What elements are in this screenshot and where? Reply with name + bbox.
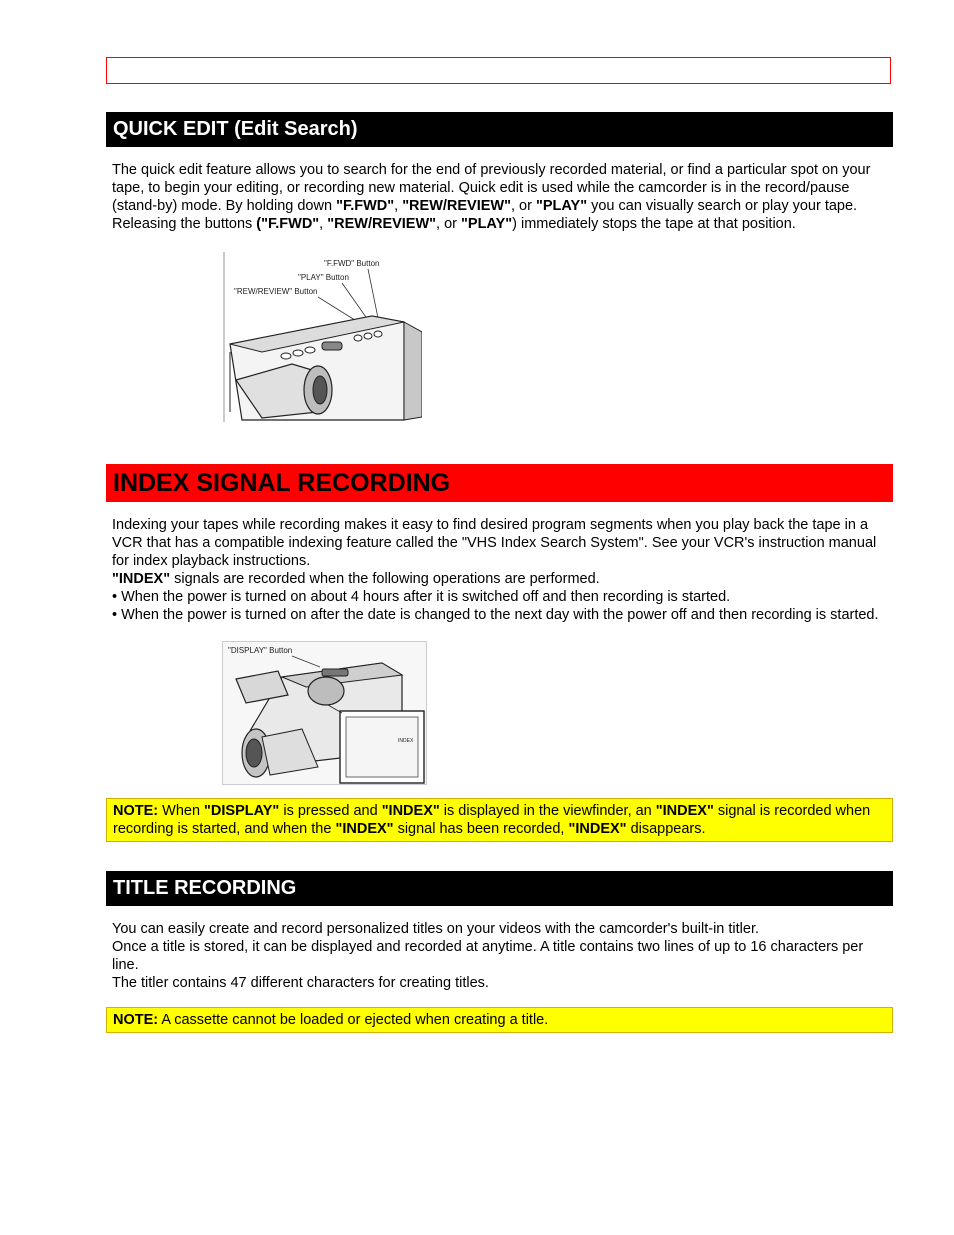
note-text: is pressed and (279, 803, 382, 819)
separator: , or (436, 216, 462, 232)
display-button-label: "DISPLAY" Button (228, 646, 293, 655)
viewfinder-index-text: INDEX (398, 738, 414, 744)
index-intro-text: Indexing your tapes while recording makes it easy to find desired program segments when you play back the tape in a VCR that has a compatible indexing feature called the "VHS Index Search System". See your VCR's instruction manual for index playback instructions. (112, 517, 877, 569)
index-term: "INDEX" (335, 821, 394, 837)
index-signal-heading (106, 464, 893, 502)
separator: , (319, 216, 328, 232)
rew-review-button-label: "REW/REVIEW" Button (234, 287, 318, 296)
index-note-box (106, 798, 893, 842)
note-text: signal has been recorded, (393, 821, 569, 837)
index-term: "INDEX" (112, 571, 171, 587)
ffwd-button-label: "F.FWD" Button (324, 259, 380, 268)
quick-edit-heading-text: QUICK EDIT (Edit Search) (113, 118, 358, 140)
index-bullet-2: • When the power is turned on after the date is changed to the next day with the power off and then recording is started. (112, 607, 879, 623)
index-paragraph (112, 516, 887, 624)
rew-review-term: "REW/REVIEW" (327, 216, 437, 232)
note-text: disappears. (626, 821, 706, 837)
play-term: "PLAY" (535, 198, 588, 214)
title-text-1: You can easily create and record personalized titles on your videos with the camcorder's built-in titler. (112, 921, 760, 937)
quick-edit-paragraph (112, 161, 887, 233)
note-text: signal is recorded when recording is started, and when the (113, 803, 871, 837)
display-button-illustration (222, 641, 427, 785)
title-recording-paragraph (112, 920, 887, 992)
title-recording-heading-text: TITLE RECORDING (113, 877, 297, 899)
note-text: A cassette cannot be loaded or ejected when creating a title. (158, 1012, 549, 1028)
index-term: "INDEX" (568, 821, 627, 837)
note-label: NOTE: (113, 1012, 159, 1028)
top-red-frame (106, 57, 891, 84)
display-term: "DISPLAY" (204, 803, 280, 819)
quick-edit-text-1: The quick edit feature allows you to search for the end of previously recorded material, or find a particular spot on your tape, to begin your editing, or recording new material. Quick edit is used while the camcorder is in the record/pause (stand-by) mode. By holding down (112, 162, 871, 214)
index-signal-heading-text: INDEX SIGNAL RECORDING (113, 468, 451, 497)
index-bullet-1: • When the power is turned on about 4 hours after it is switched off and then recording is started. (112, 589, 731, 605)
note-text: When (158, 803, 205, 819)
index-camcorder-figure (222, 641, 427, 785)
quick-edit-heading (106, 112, 893, 147)
note-text: is displayed in the viewfinder, an (439, 803, 656, 819)
index-term: "INDEX" (381, 803, 440, 819)
title-note-box (106, 1007, 893, 1033)
camcorder-buttons-illustration (222, 252, 422, 422)
play-term: "PLAY" (461, 216, 513, 232)
play-button-label: "PLAY" Button (298, 273, 349, 282)
title-recording-heading (106, 871, 893, 906)
note-label: NOTE: (113, 803, 159, 819)
ffwd-term: "F.FWD" (336, 198, 395, 214)
quick-edit-camcorder-figure (222, 252, 422, 422)
index-term: "INDEX" (655, 803, 714, 819)
rew-review-term: "REW/REVIEW" (402, 198, 511, 214)
quick-edit-text-3: ) immediately stops the tape at that position. (512, 216, 796, 232)
index-ops-text: signals are recorded when the following operations are performed. (170, 571, 600, 587)
title-text-3: The titler contains 47 different characters for creating titles. (112, 975, 489, 991)
separator: , or (511, 198, 536, 214)
quick-edit-text-2: you can visually search or play your tape. Releasing the buttons (112, 198, 858, 232)
separator: , (394, 198, 403, 214)
ffwd-term: ("F.FWD" (256, 216, 320, 232)
title-text-2: Once a title is stored, it can be displayed and recorded at anytime. A title contains two lines of up to 16 characters per line. (112, 939, 864, 973)
